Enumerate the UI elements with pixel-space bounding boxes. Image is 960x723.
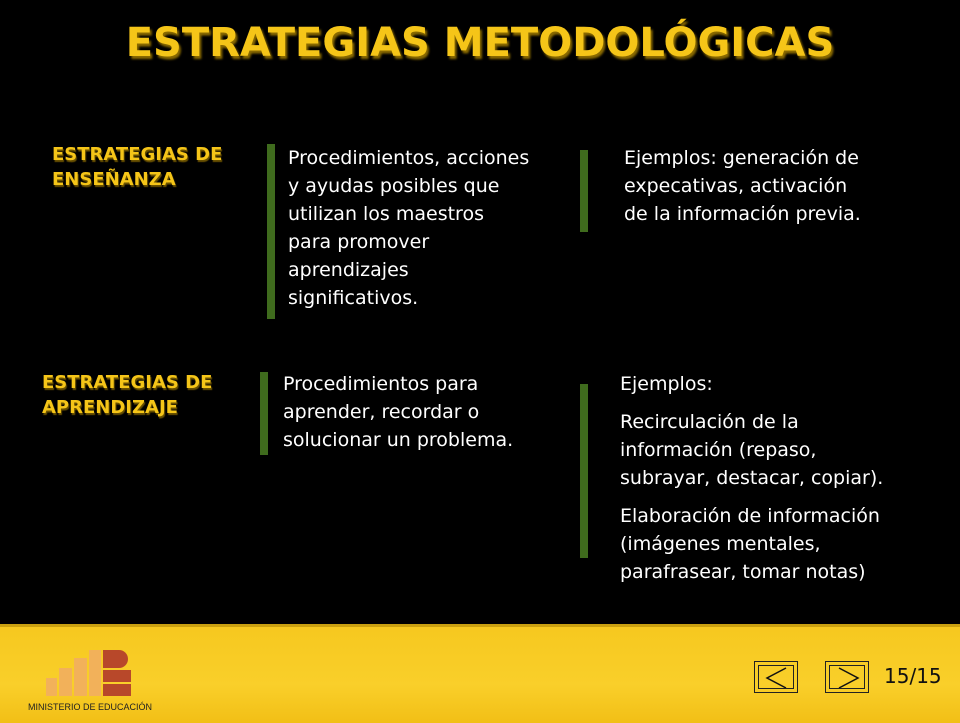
triangle-left-icon [755, 662, 799, 694]
text-line: de la información previa. [624, 203, 861, 225]
page-indicator: 15/15 [884, 664, 942, 688]
ministry-label: MINISTERIO DE EDUCACIÓN [28, 702, 153, 712]
next-slide-button[interactable] [825, 661, 869, 693]
definition-aprendizaje [283, 370, 573, 454]
triangle-right-icon [826, 662, 870, 694]
definition-ensenanza [288, 144, 578, 312]
text-line: (imágenes mentales, [620, 533, 821, 555]
text-line: parafrasear, tomar notas) [620, 561, 866, 583]
heading-aprendizaje [42, 370, 212, 420]
heading-ensenanza [52, 142, 222, 192]
text-line: para promover [288, 231, 430, 253]
separator-bar [267, 144, 275, 319]
examples-aprendizaje [620, 370, 950, 596]
heading-aprendizaje-line2: APRENDIZAJE [42, 397, 178, 418]
text-line: Procedimientos, acciones [288, 147, 530, 169]
heading-ensenanza-line1: ESTRATEGIAS DE [52, 144, 223, 165]
text-line: aprendizajes [288, 259, 409, 281]
example-elaboracion [620, 502, 950, 586]
text-line: subrayar, destacar, copiar). [620, 467, 884, 489]
ministry-logo [44, 648, 136, 698]
text-line: Elaboración de información [620, 505, 880, 527]
text-line: Procedimientos para [283, 373, 479, 395]
separator-bar [260, 372, 268, 455]
text-line: significativos. [288, 287, 419, 309]
text-line: aprender, recordar o [283, 401, 480, 423]
separator-bar [580, 384, 588, 558]
examples-ensenanza [624, 144, 944, 228]
heading-aprendizaje-line1: ESTRATEGIAS DE [42, 372, 213, 393]
text-line: Ejemplos: generación de [624, 147, 859, 169]
text-line: solucionar un problema. [283, 429, 514, 451]
heading-ensenanza-line2: ENSEÑANZA [52, 169, 176, 190]
text-line: utilizan los maestros [288, 203, 484, 225]
text-line: expecativas, activación [624, 175, 848, 197]
text-line: Recirculación de la [620, 411, 799, 433]
previous-slide-button[interactable] [754, 661, 798, 693]
text-line: información (repaso, [620, 439, 817, 461]
separator-bar [580, 150, 588, 232]
slide-title: ESTRATEGIAS METODOLÓGICAS [125, 20, 835, 66]
examples-label: Ejemplos: [620, 373, 713, 395]
example-recirculacion [620, 408, 950, 492]
text-line: y ayudas posibles que [288, 175, 500, 197]
